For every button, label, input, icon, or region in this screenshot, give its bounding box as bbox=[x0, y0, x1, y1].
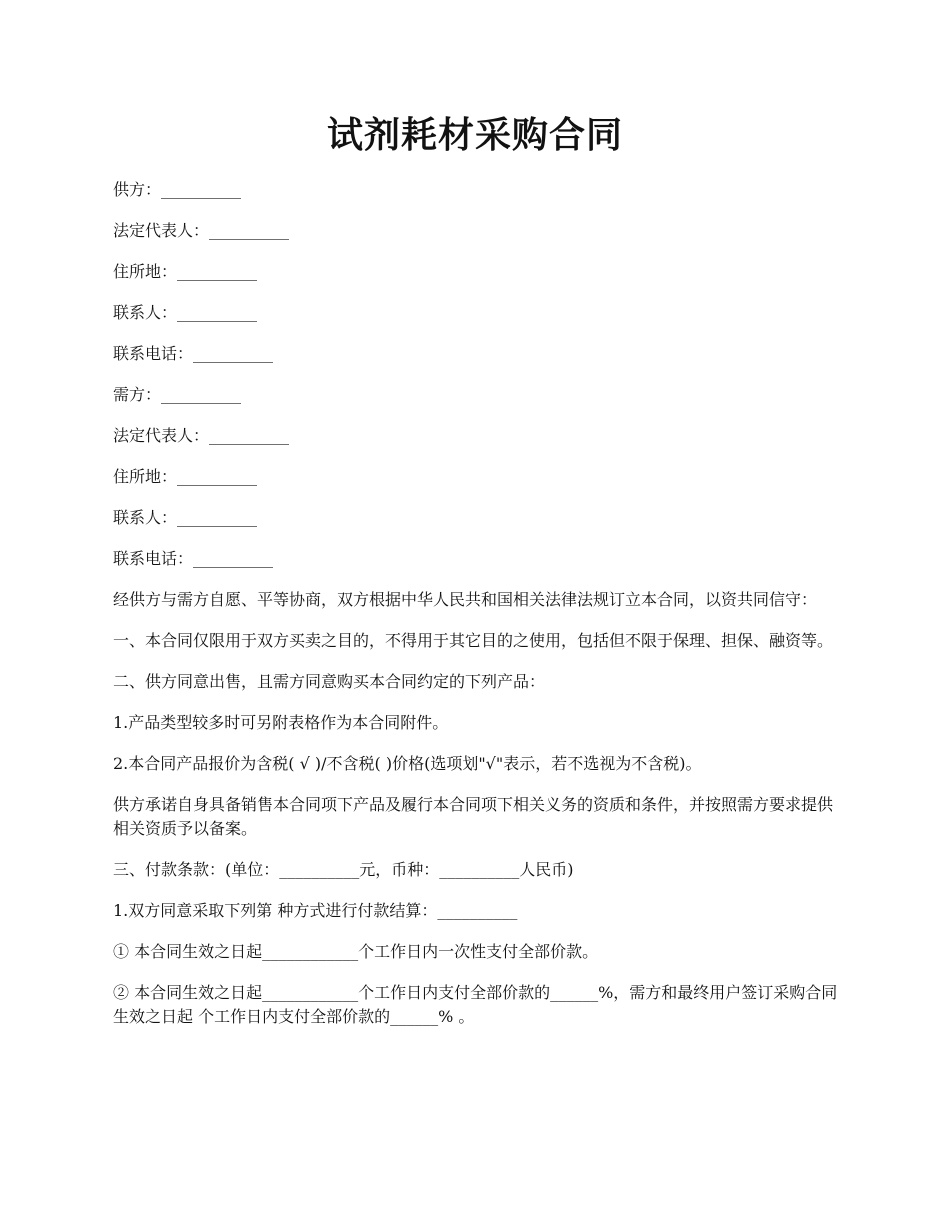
buyer-legal-rep-line: 法定代表人：__________ bbox=[113, 426, 290, 445]
buyer-phone-line: 联系电话：__________ bbox=[113, 549, 274, 568]
clause-two-paragraph: 二、供方同意出售，且需方同意购买本合同约定的下列产品： bbox=[113, 672, 546, 691]
document-title: 试剂耗材采购合同 bbox=[326, 115, 623, 156]
preamble-paragraph: 经供方与需方自愿、平等协商，双方根据中华人民共和国相关法律法规订立本合同，以资共同信守： bbox=[113, 590, 818, 609]
buyer-contact-line: 联系人：__________ bbox=[113, 508, 258, 527]
payment-option-two: ② 本合同生效之日起____________个工作日内支付全部价款的______%，需方和最终用户签订采购合同生效之日起 个工作日内支付全部价款的______% 。 bbox=[113, 983, 838, 1026]
supplier-contact-line: 联系人：__________ bbox=[113, 303, 258, 322]
supplier-name-line: 供方：__________ bbox=[113, 180, 242, 199]
buyer-name-line: 需方：__________ bbox=[113, 385, 242, 404]
clause-one-paragraph: 一、本合同仅限用于双方买卖之目的，不得用于其它目的之使用，包括但不限于保理、担保、融资等。 bbox=[113, 631, 834, 650]
document-body bbox=[113, 178, 840, 1046]
payment-option-one: ① 本合同生效之日起____________个工作日内一次性支付全部价款。 bbox=[113, 942, 599, 961]
supplier-legal-rep-line: 法定代表人：__________ bbox=[113, 221, 290, 240]
clause-two-item-one: 1.产品类型较多时可另附表格作为本合同附件。 bbox=[113, 713, 449, 732]
clause-three-paragraph: 三、付款条款：(单位：__________元，币种：__________人民币) bbox=[113, 860, 574, 879]
supplier-phone-line: 联系电话：__________ bbox=[113, 344, 274, 363]
supplier-address-line: 住所地：__________ bbox=[113, 262, 258, 281]
supplier-commitment-paragraph: 供方承诺自身具备销售本合同项下产品及履行本合同项下相关义务的资质和条件，并按照需方要求提供相关资质予以备案。 bbox=[113, 795, 834, 838]
buyer-address-line: 住所地：__________ bbox=[113, 467, 258, 486]
clause-three-item-one: 1.双方同意采取下列第 种方式进行付款结算：__________ bbox=[113, 901, 518, 920]
clause-two-item-two: 2.本合同产品报价为含税( √ )/不含税( )价格(选项划"√"表示，若不选视为不含税)。 bbox=[113, 754, 702, 773]
